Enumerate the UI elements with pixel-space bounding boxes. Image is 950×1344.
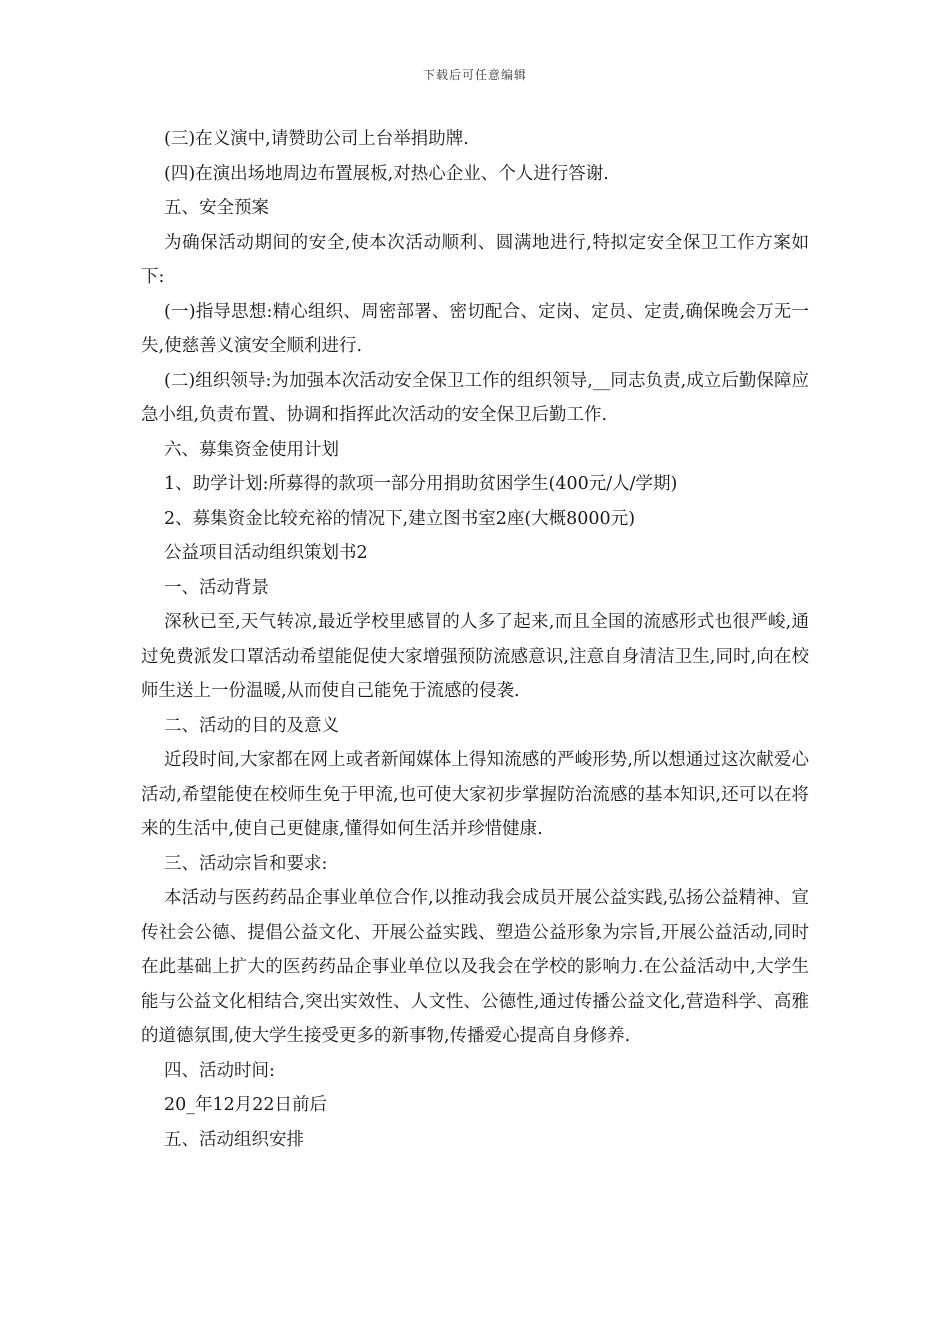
heading-background: 一、活动背景 (164, 577, 269, 598)
heading-time: 四、活动时间: (164, 1060, 275, 1081)
paragraph-background: 深秋已至,天气转凉,最近学校里感冒的人多了起来,而且全国的流感形式也很严峻,通过免费派发口罩活动希望能促使大家增强预防流感意识,注意自身清洁卫生,同时,向在校师生送上一份温暖,从而使自己能免于流感的侵袭. (141, 612, 809, 701)
heading-fund-plan: 六、募集资金使用计划 (164, 439, 339, 460)
document-subtitle: 公益项目活动组织策划书2 (164, 543, 368, 563)
paragraph-organization: (二)组织领导:为加强本次活动安全保卫工作的组织领导,__同志负责,成立后勤保障应急小组,负责布置、协调和指挥此次活动的安全保卫后勤工作. (141, 370, 809, 425)
paragraph-display-boards: (四)在演出场地周边布置展板,对热心企业、个人进行答谢. (164, 163, 609, 184)
paragraph-sponsor-sign: (三)在义演中,请赞助公司上台举捐助牌. (164, 129, 469, 149)
paragraph-purpose: 近段时间,大家都在网上或者新闻媒体上得知流感的严峻形势,所以想通过这次献爱心活动,希望能使在校师生免于甲流,也可使大家初步掌握防治流感的基本知识,还可以在将来的生活中,使自己更健康,懂得如何生活并珍惜健康. (141, 750, 809, 839)
heading-purpose: 二、活动的目的及意义 (164, 715, 339, 736)
paragraph-safety-intro: 为确保活动期间的安全,使本次活动顺利、圆满地进行,特拟定安全保卫工作方案如下: (141, 232, 809, 287)
heading-safety-plan: 五、安全预案 (164, 198, 269, 218)
paragraph-principles: 本活动与医药药品企事业单位合作,以推动我会成员开展公益实践,弘扬公益精神、宣传社会公德、提倡公益文化、开展公益实践、塑造公益形象为宗旨,开展公益活动,同时在此基础上扩大的医药药品企事业单位以及我会在学校的影响力.在公益活动中,大学生能与公益文化相结合,突出实效性、人文性、公德性,通过传播公益文化,营造科学、高雅的道德氛围,使大学生接受更多的新事物,传播爱心提高自身修养. (141, 888, 809, 1046)
paragraph-study-aid: 1、助学计划:所募得的款项一部分用捐助贫困学生(400元/人/学期) (164, 474, 678, 494)
heading-principles: 三、活动宗旨和要求: (164, 853, 328, 874)
paragraph-guiding-idea: (一)指导思想:精心组织、周密部署、密切配合、定岗、定员、定责,确保晚会万无一失,使慈善义演安全顺利进行. (141, 301, 809, 356)
paragraph-library: 2、募集资金比较充裕的情况下,建立图书室2座(大概8000元) (164, 508, 636, 529)
heading-arrangement: 五、活动组织安排 (164, 1129, 304, 1150)
document-body (141, 122, 809, 1157)
paragraph-date: 20_年12月22日前后 (164, 1095, 328, 1115)
page-header: 下载后可任意编辑 (422, 68, 527, 82)
